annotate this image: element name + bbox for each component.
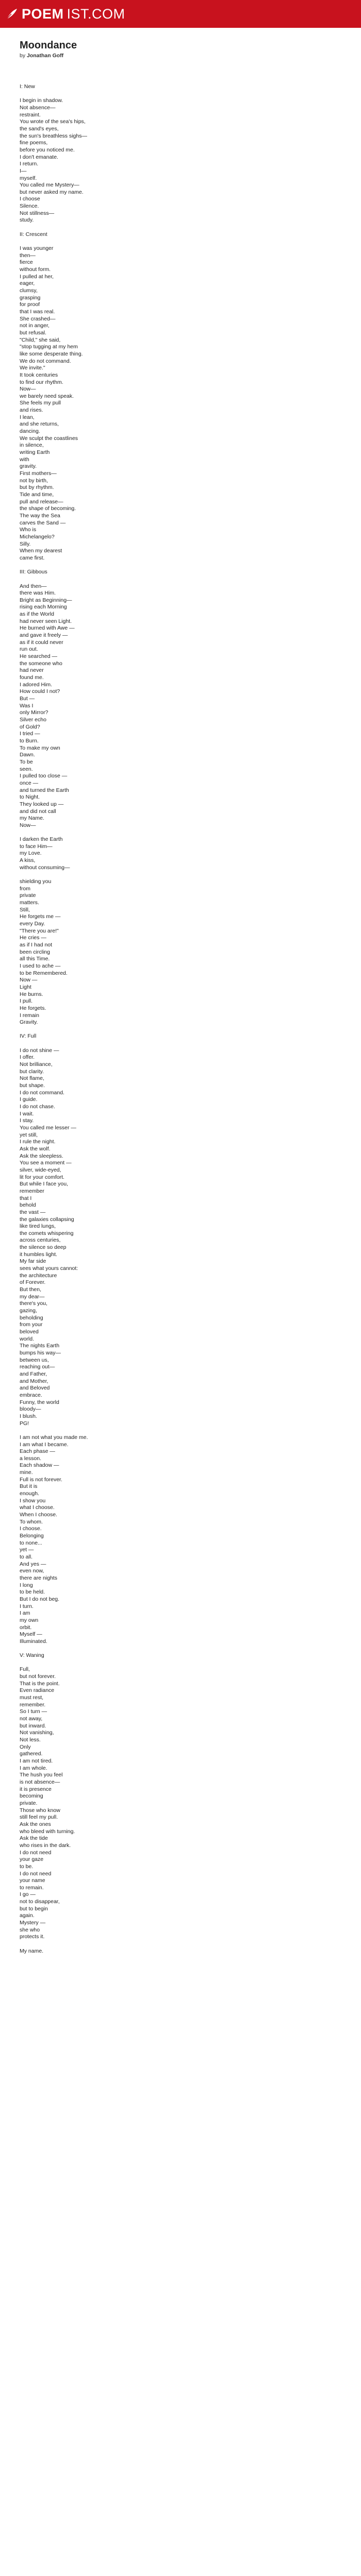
poem-line: II: Crescent: [20, 231, 47, 238]
poem-line: A kiss,: [20, 857, 36, 864]
poem-line: before you noticed me.: [20, 146, 75, 153]
poem-line: to be held.: [20, 1589, 45, 1596]
poem-line: between us,: [20, 1357, 49, 1363]
poem-line: I do not command.: [20, 1089, 64, 1096]
poem-line: and did not call: [20, 808, 56, 815]
poem-line: Myself —: [20, 1631, 42, 1638]
poem-line: to remain.: [20, 1884, 44, 1891]
poem-line: And then—: [20, 583, 47, 589]
poem-line: without form.: [20, 266, 51, 273]
poem-line: "stop tugging at my hem: [20, 344, 78, 350]
poem-line: I return.: [20, 161, 39, 167]
poem-line: who rises in the dark.: [20, 1842, 71, 1849]
poem-line: So I turn —: [20, 1708, 47, 1715]
poem-line: Ask the ones: [20, 1821, 51, 1827]
poem-line: my dear—: [20, 1293, 45, 1300]
poem-line: fine poems,: [20, 140, 48, 146]
poem-line: who bleed with turning.: [20, 1828, 75, 1835]
poem-line: [20, 1646, 339, 1653]
poem-line: but inward.: [20, 1722, 46, 1729]
poem-line: dancing.: [20, 428, 40, 435]
poem-line: as if the World: [20, 611, 54, 618]
poem-line: the architecture: [20, 1272, 57, 1279]
poem-line: [20, 576, 339, 583]
poem-line: bumps his way—: [20, 1349, 61, 1356]
poem-line: But I do not beg.: [20, 1596, 60, 1602]
poem-line: the galaxies collapsing: [20, 1216, 74, 1223]
poem-line: becoming: [20, 1793, 43, 1800]
poem-line: and she returns,: [20, 421, 59, 428]
poem-line: of Forever.: [20, 1279, 46, 1286]
poem-line: that I: [20, 1195, 32, 1201]
poem-line: shielding you: [20, 878, 52, 885]
poem-line: she who: [20, 1926, 40, 1933]
poem-line: been circling: [20, 948, 50, 955]
poem-line: I do not shine —: [20, 1047, 59, 1054]
poem-line: but never asked my name.: [20, 189, 84, 195]
poem-line: "Child," she said,: [20, 336, 61, 343]
poem-line: You see a moment —: [20, 1160, 72, 1166]
poem-line: then—: [20, 252, 36, 259]
poem-line: I stay.: [20, 1117, 34, 1124]
poem-line: not in anger,: [20, 323, 50, 329]
poem-line: He cries —: [20, 935, 46, 941]
poem-line: again.: [20, 1912, 35, 1919]
poem-line: Not absence—: [20, 104, 56, 111]
poem-line: to be Remembered.: [20, 970, 68, 976]
poem-line: I go —: [20, 1891, 36, 1898]
poem-line: the sand's eyes,: [20, 125, 59, 132]
poem-line: run out.: [20, 646, 38, 653]
poem-line: We sculpt the coastlines: [20, 435, 78, 442]
poem-line: Even radiance: [20, 1687, 55, 1694]
poem-line: I choose.: [20, 1526, 42, 1532]
poem-line: I guide.: [20, 1096, 38, 1103]
poem-line: And yes —: [20, 1561, 46, 1567]
poem-line: You wrote of the sea's hips,: [20, 118, 86, 125]
poem-line: I offer.: [20, 1054, 35, 1061]
poem-line: First mothers—: [20, 470, 57, 477]
poem-line: IV: Full: [20, 1033, 37, 1040]
poem-line: I begin in shadow.: [20, 97, 63, 104]
poem-line: of Gold?: [20, 723, 40, 730]
poem-line: is not absence—: [20, 1778, 60, 1785]
poem-line: I—: [20, 167, 27, 174]
poem-line: a lesson.: [20, 1455, 42, 1462]
poem-line: Was I: [20, 702, 34, 709]
poem-line: yet —: [20, 1547, 34, 1553]
poem-line: Silver echo: [20, 716, 46, 723]
poem-line: not to disappear,: [20, 1899, 60, 1905]
poem-line: He forgets.: [20, 1005, 46, 1011]
poem-line: He burned with Awe —: [20, 625, 75, 632]
poem-line: We invite.": [20, 365, 45, 371]
poem-line: eager,: [20, 280, 35, 287]
poem-line: as if it could never: [20, 639, 63, 646]
poem-line: He searched —: [20, 653, 57, 660]
poem-line: every Day.: [20, 920, 45, 927]
poem-line: They looked up —: [20, 801, 64, 807]
poem-line: from: [20, 885, 30, 892]
site-header: [0, 0, 361, 28]
poem-line: to face Him—: [20, 843, 53, 850]
poem-line: pull and release—: [20, 498, 63, 505]
poem-line: My far side: [20, 1258, 46, 1265]
poem-line: we barely need speak.: [20, 393, 74, 399]
poem-line: [20, 1659, 339, 1667]
poem-line: seen.: [20, 766, 33, 772]
site-logo[interactable]: [5, 6, 125, 22]
poem-line: [20, 1040, 339, 1047]
poem-line: Full,: [20, 1666, 30, 1673]
poem-line: I was younger: [20, 245, 54, 252]
poem-line: Gravity.: [20, 1019, 38, 1026]
poem-line: But while I face you,: [20, 1181, 68, 1188]
poem-line: there's you,: [20, 1300, 47, 1307]
poem-line: Now —: [20, 977, 38, 984]
poem-line: Not stillness—: [20, 210, 55, 216]
poem-line: and Beloved: [20, 1385, 50, 1392]
poem-line: Who is: [20, 527, 37, 533]
poem-line: carves the Sand —: [20, 519, 66, 526]
poem-line: to all.: [20, 1554, 33, 1560]
poem-line: remember: [20, 1188, 44, 1194]
poem-line: Belonging: [20, 1533, 44, 1539]
poem-line: [20, 829, 339, 836]
poem-line: He forgets me —: [20, 913, 61, 920]
poem-line: the comets whispering: [20, 1230, 74, 1236]
poem-line: embrace.: [20, 1392, 42, 1398]
poem-byline: [20, 53, 339, 59]
poem-line: still feel my pull.: [20, 1814, 58, 1821]
poem-line: To be: [20, 758, 33, 765]
poem-line: even now,: [20, 1568, 44, 1574]
poem-line: clumsy,: [20, 287, 38, 294]
poem-line: Full is not forever.: [20, 1476, 62, 1483]
poem-line: Ask the tide: [20, 1835, 48, 1842]
poem-line: my own: [20, 1617, 39, 1623]
poem-line: I lean,: [20, 414, 35, 420]
poem-line: restraint.: [20, 111, 41, 118]
poem-line: like tired lungs,: [20, 1223, 56, 1230]
poem-line: my Name.: [20, 815, 44, 822]
poem-line: I long: [20, 1582, 33, 1588]
poem-line: not away,: [20, 1716, 43, 1722]
poem-body: [20, 83, 339, 1955]
poem-line: The hush you feel: [20, 1772, 63, 1778]
poem-line: I: New: [20, 83, 35, 90]
poem-line: I choose: [20, 196, 40, 202]
poem-line: across centuries,: [20, 1237, 61, 1244]
poem-line: to Burn.: [20, 737, 39, 744]
poem-line: I rule the night.: [20, 1139, 56, 1145]
poem-line: Not vanishing,: [20, 1730, 54, 1736]
poem-line: Still,: [20, 906, 30, 913]
poem-line: I turn.: [20, 1603, 34, 1609]
poem-line: it is presence: [20, 1786, 52, 1792]
poem-line: and Father,: [20, 1370, 47, 1377]
poem-line: I don't emanate.: [20, 154, 58, 160]
poem-line: I pulled at her,: [20, 273, 54, 280]
poem-line: and turned the Earth: [20, 787, 69, 793]
poem-line: and Mother,: [20, 1378, 48, 1384]
poem-line: She feels my pull: [20, 400, 61, 406]
poem-line: But —: [20, 696, 35, 702]
poem-header: [20, 39, 339, 59]
poem-line: I pull.: [20, 998, 33, 1005]
poem-line: Illuminated.: [20, 1638, 47, 1645]
poem-line: with: [20, 456, 29, 463]
poem-line: Those who know: [20, 1807, 60, 1814]
poem-line: Not less.: [20, 1737, 41, 1743]
poem-line: Each shadow —: [20, 1462, 59, 1469]
poem-line: in silence,: [20, 442, 44, 449]
poem-line: I am not what you made me.: [20, 1434, 88, 1440]
poem-line: Silence.: [20, 203, 39, 210]
poem-line: not by birth,: [20, 477, 48, 484]
poem-line: She crashed—: [20, 315, 56, 322]
poem-line: there was Him.: [20, 590, 56, 597]
poem-line: what I choose.: [20, 1504, 55, 1511]
poem-line: How could I not?: [20, 688, 60, 695]
poem-line: grasping: [20, 294, 41, 301]
poem-line: You called me lesser —: [20, 1124, 76, 1131]
poem-line: I do not need: [20, 1849, 52, 1856]
poem-line: I am whole.: [20, 1765, 47, 1771]
poem-line: [20, 871, 339, 878]
poem-line: came first.: [20, 554, 45, 561]
poem-line: private: [20, 892, 36, 899]
poem-line: It took centuries: [20, 371, 58, 378]
poem-line: [20, 1026, 339, 1033]
poem-line: Each phase —: [20, 1448, 55, 1455]
poem-line: but by rhythm.: [20, 484, 54, 491]
poem-line: and gave it freely —: [20, 632, 68, 639]
poem-line: study.: [20, 217, 34, 224]
poem-line: beholding: [20, 1314, 43, 1321]
poem-line: To make my own: [20, 744, 60, 751]
poem-line: private.: [20, 1800, 38, 1806]
poem-line: silver, wide-eyed,: [20, 1166, 61, 1173]
poem-line: I show you: [20, 1497, 46, 1504]
poem-line: I wait.: [20, 1110, 34, 1117]
poem-line: I do not chase.: [20, 1104, 55, 1110]
poem-line: the vast —: [20, 1209, 46, 1215]
poem-line: He burns.: [20, 991, 43, 997]
poem-line: Light: [20, 984, 31, 990]
poem-line: once —: [20, 779, 39, 786]
poem-line: your name: [20, 1877, 45, 1884]
poem-line: But then,: [20, 1286, 42, 1293]
poem-line: my Love.: [20, 850, 42, 857]
poem-line: [20, 562, 339, 569]
poem-line: I used to ache —: [20, 962, 61, 969]
poem-line: I do not need: [20, 1870, 52, 1877]
poem-line: for proof: [20, 301, 40, 308]
poem-line: Not flame,: [20, 1075, 44, 1082]
poem-line: world.: [20, 1335, 35, 1342]
poem-line: rising each Morning: [20, 604, 67, 611]
poem-line: and rises.: [20, 407, 43, 414]
poem-line: gathered.: [20, 1751, 43, 1757]
poem-line: like some desperate thing.: [20, 350, 83, 357]
poem-line: but not forever.: [20, 1673, 56, 1680]
poem-line: behold: [20, 1202, 36, 1209]
poem-line: Michelangelo?: [20, 533, 55, 540]
quill-logo-icon: [5, 7, 19, 21]
poem-line: That is the point.: [20, 1680, 60, 1687]
poem-line: protects it.: [20, 1934, 45, 1940]
poem-line: I adored Him.: [20, 681, 53, 688]
poem-line: I am: [20, 1610, 30, 1617]
poem-line: beloved: [20, 1329, 39, 1335]
poem-line: that I was real.: [20, 308, 55, 315]
poem-line: PG!: [20, 1420, 29, 1427]
poem-line: Now—: [20, 822, 36, 828]
poem-line: The nights Earth: [20, 1343, 60, 1349]
poem-line: Tide and time,: [20, 492, 54, 498]
poem-line: the shape of becoming.: [20, 505, 76, 512]
poem-line: Funny, the world: [20, 1399, 59, 1405]
poem-line: it humbles light.: [20, 1251, 57, 1258]
poem-line: You called me Mystery—: [20, 182, 79, 189]
byline-prefix: by: [20, 53, 27, 59]
poem-line: [20, 238, 339, 245]
poem-line: But it is: [20, 1483, 38, 1490]
poem-line: gazing,: [20, 1308, 37, 1314]
poem-line: I remain: [20, 1012, 39, 1019]
author-name[interactable]: Jonathan Goff: [27, 53, 64, 59]
poem-line: mine.: [20, 1469, 33, 1476]
poem-line: sees what yours cannot:: [20, 1265, 78, 1272]
poem-line: gravity.: [20, 463, 37, 470]
poem-line: found me.: [20, 674, 44, 681]
poem-line: from your: [20, 1321, 43, 1328]
poem-line: Mystery —: [20, 1920, 46, 1926]
poem-line: yet still,: [20, 1131, 38, 1138]
poem-line: there are nights: [20, 1574, 57, 1581]
poem-line: I am what I became.: [20, 1441, 69, 1448]
poem-line: Now—: [20, 386, 36, 393]
poem-line: lit for your comfort.: [20, 1174, 64, 1180]
poem-line: bloody—: [20, 1406, 41, 1413]
poem-line: I darken the Earth: [20, 836, 63, 843]
poem-line: Only: [20, 1743, 31, 1750]
poem-line: [20, 1427, 339, 1434]
poem-line: [20, 91, 339, 98]
poem-line: only Mirror?: [20, 709, 48, 716]
poem-line: To whom.: [20, 1518, 43, 1525]
poem-line: We do not command.: [20, 358, 71, 364]
poem-line: "There you are!": [20, 927, 59, 934]
poem-line: but to begin: [20, 1905, 48, 1912]
poem-line: to be.: [20, 1863, 34, 1870]
poem-line: must rest,: [20, 1694, 44, 1701]
poem-line: I blush.: [20, 1413, 37, 1419]
poem-line: your gaze: [20, 1856, 44, 1863]
poem-line: I pulled too close —: [20, 773, 68, 779]
poem-line: but shape.: [20, 1082, 45, 1089]
poem-line: had never: [20, 667, 44, 674]
poem-line: My name.: [20, 1947, 44, 1954]
poem-line: the silence so deep: [20, 1244, 67, 1251]
poem-line: writing Earth: [20, 449, 50, 456]
poem-line: Dawn.: [20, 752, 35, 758]
poem-line: to find our rhythm.: [20, 379, 63, 385]
poem-line: Silly.: [20, 540, 31, 547]
poem-line: Ask the wolf.: [20, 1145, 51, 1152]
poem-line: When I choose.: [20, 1512, 57, 1518]
poem-line: to none...: [20, 1539, 42, 1546]
logo-text-light: IST.COM: [67, 6, 125, 22]
poem-line: [20, 224, 339, 231]
poem-line: matters.: [20, 900, 39, 906]
poem-line: fierce: [20, 259, 33, 266]
poem-line: orbit.: [20, 1624, 32, 1631]
poem-line: reaching out—: [20, 1364, 55, 1370]
poem-line: myself.: [20, 175, 37, 181]
poem-line: as if I had not: [20, 941, 53, 948]
poem-line: I tried —: [20, 731, 40, 737]
poem-line: the someone who: [20, 660, 62, 667]
poem-line: the sun's breathless sighs—: [20, 132, 87, 139]
poem-line: The way the Sea: [20, 512, 60, 519]
poem-line: had never seen Light.: [20, 618, 72, 624]
poem-line: remember.: [20, 1701, 46, 1708]
poem-line: V: Waning: [20, 1652, 44, 1659]
poem-line: without consuming—: [20, 864, 70, 871]
poem-line: Bright as Beginning—: [20, 597, 72, 603]
poem-line: but refusal.: [20, 329, 46, 336]
poem-title: Moondance: [20, 40, 77, 51]
poem-line: When my dearest: [20, 548, 62, 554]
poem-line: enough.: [20, 1490, 39, 1497]
poem-line: to Night.: [20, 794, 40, 801]
logo-text-bold: POEM: [22, 6, 64, 22]
poem-line: but clarity.: [20, 1068, 44, 1075]
poem-line: all this Time.: [20, 956, 50, 962]
poem-line: Ask the sleepless.: [20, 1153, 63, 1159]
poem-line: III: Gibbous: [20, 569, 47, 575]
poem-line: Not brilliance,: [20, 1061, 53, 1068]
poem-line: [20, 1941, 339, 1948]
poem-line: I am not tired.: [20, 1758, 53, 1764]
